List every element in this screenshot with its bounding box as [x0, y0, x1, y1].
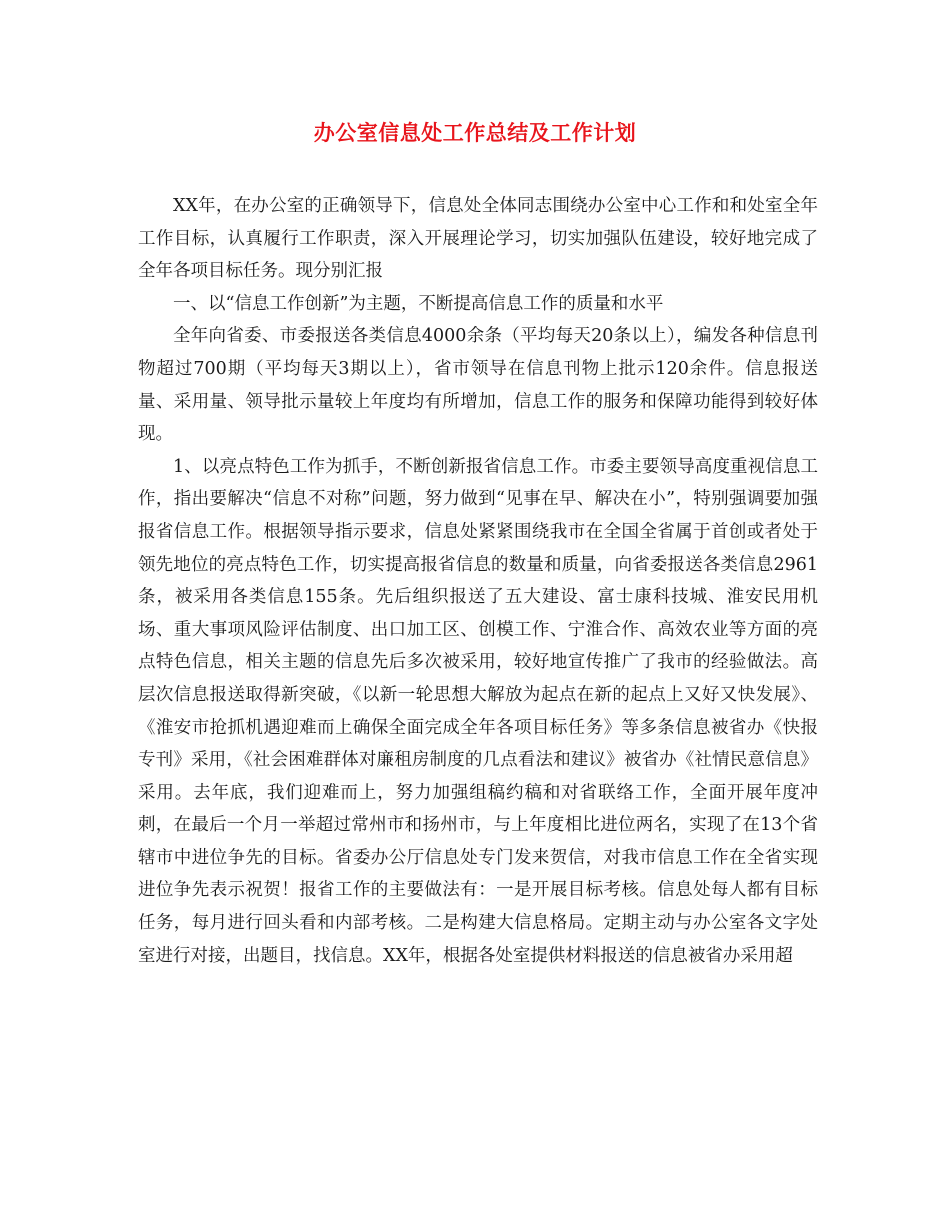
- document-title: 办公室信息处工作总结及工作计划: [313, 120, 637, 145]
- summary-paragraph: 全年向省委、市委报送各类信息4000余条（平均每天20条以上），编发各种信息刊物超过700期（平均每天3期以上），省市领导在信息刊物上批示120余件。信息报送量、采用量、领导批示量较上年度均有所增加，信息工作的服务和保障功能得到较好体现。: [138, 326, 818, 445]
- detail-paragraph: 1、以亮点特色工作为抓手，不断创新报省信息工作。市委主要领导高度重视信息工作，指出要解决“信息不对称”问题，努力做到“见事在早、解决在小”，特别强调要加强报省信息工作。根据领导指示要求，信息处紧紧围绕我市在全国全省属于首创或者处于领先地位的亮点特色工作，切实提高报省信息的数量和质量，向省委报送各类信息2961条，被采用各类信息155条。先后组织报送了五大建设、富士康科技城、淮安民用机场、重大事项风险评估制度、出口加工区、创模工作、宁淮合作、高效农业等方面的亮点特色信息，相关主题的信息先后多次被采用，较好地宣传推广了我市的经验做法。高层次信息报送取得新突破，《以新一轮思想大解放为起点在新的起点上又好又快发展》、《淮安市抢抓机遇迎难而上确保全面完成全年各项目标任务》等多条信息被省办《快报专刊》采用，《社会困难群体对廉租房制度的几点看法和建议》被省办《社情民意信息》采用。去年底，我们迎难而上，努力加强组稿约稿和对省联络工作，全面开展年度冲刺，在最后一个月一举超过常州市和扬州市，与上年度相比进位两名，实现了在13个省辖市中进位争先的目标。省委办公厅信息处专门发来贺信，对我市信息工作在全省实现进位争先表示祝贺！报省工作的主要做法有：一是开展目标考核。信息处每人都有目标任务，每月进行回头看和内部考核。二是构建大信息格局。定期主动与办公室各文字处室进行对接，出题目，找信息。XX年，根据各处室提供材料报送的信息被省办采用超: [138, 456, 818, 966]
- section-heading: 一、以“信息工作创新”为主题，不断提高信息工作的质量和水平: [173, 293, 664, 314]
- document-body: [138, 190, 818, 972]
- intro-paragraph: XX年，在办公室的正确领导下，信息处全体同志围绕办公室中心工作和和处室全年工作目标，认真履行工作职责，深入开展理论学习，切实加强队伍建设，较好地完成了全年各项目标任务。现分别汇报: [138, 196, 818, 282]
